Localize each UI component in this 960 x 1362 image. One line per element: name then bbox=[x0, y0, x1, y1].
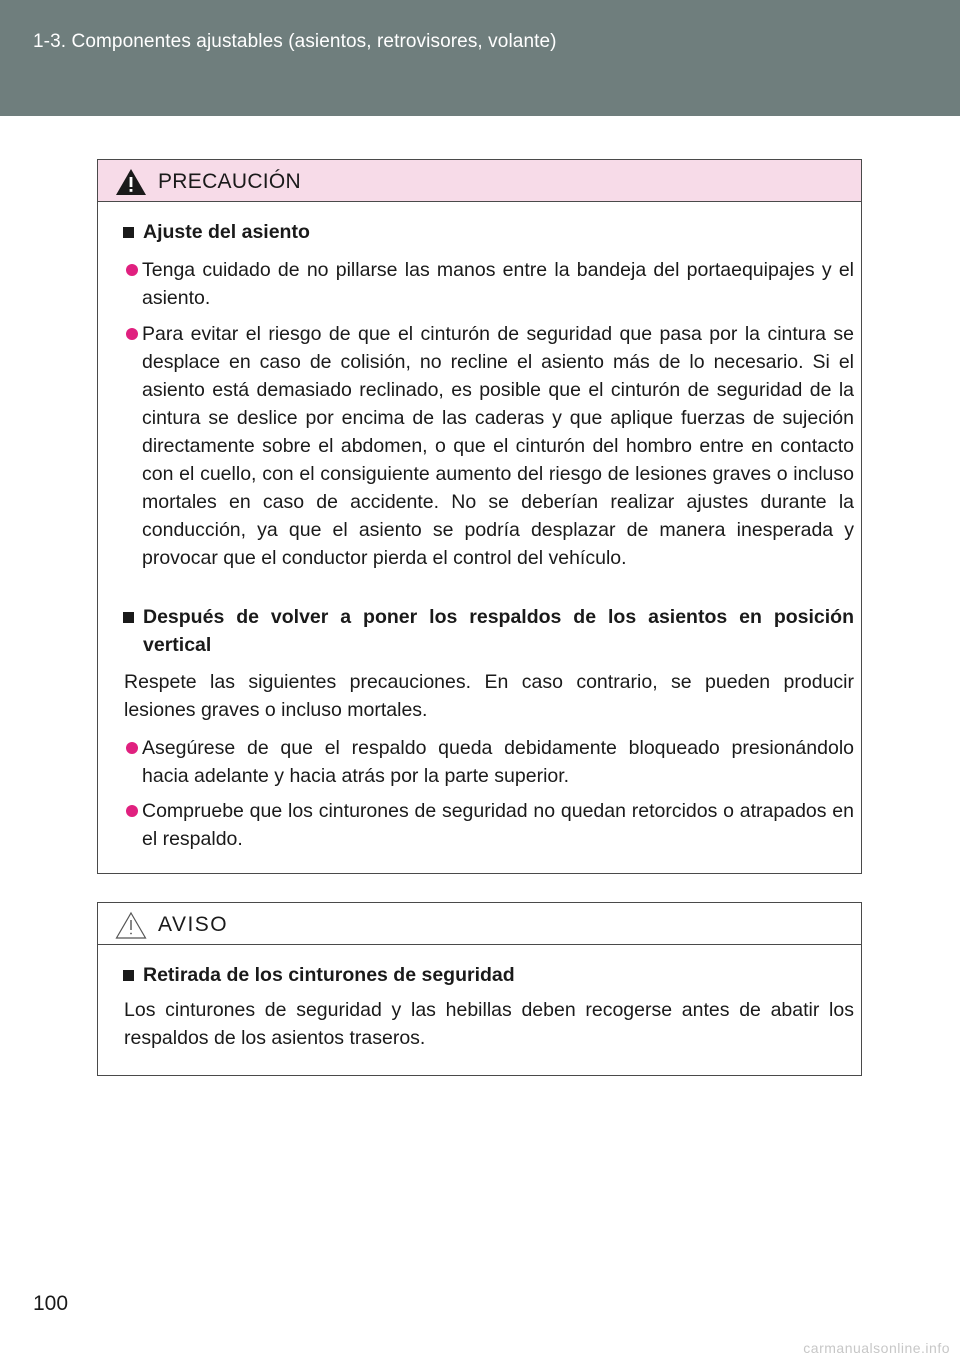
watermark: carmanualsonline.info bbox=[803, 1340, 950, 1356]
bullet-icon bbox=[126, 328, 138, 340]
page-header bbox=[0, 0, 960, 116]
warning-icon bbox=[115, 168, 147, 196]
square-bullet-icon bbox=[123, 970, 134, 981]
caution-box bbox=[97, 159, 862, 874]
page-number: 100 bbox=[33, 1292, 69, 1315]
bullet-icon bbox=[126, 805, 138, 817]
notice-box bbox=[97, 902, 862, 1076]
list-item: Tenga cuidado de no pillarse las manos entre la bandeja del portaequipajes y el asiento. bbox=[126, 256, 854, 312]
square-bullet-icon bbox=[123, 227, 134, 238]
bullet-icon bbox=[126, 742, 138, 754]
paragraph: Los cinturones de seguridad y las hebillas deben recogerse antes de abatir los respaldos de los asientos traseros. bbox=[124, 999, 854, 1049]
caution-label: PRECAUCIÓN bbox=[158, 170, 302, 193]
warning-outline-icon bbox=[115, 911, 147, 939]
section-heading: Retirada de los cinturones de seguridad bbox=[124, 961, 854, 989]
list-item: Asegúrese de que el respaldo queda debidamente bloqueado presionándolo hacia adelante y hacia atrás por la parte superior. bbox=[126, 734, 854, 790]
notice-label: AVISO bbox=[158, 913, 229, 936]
list-item: Compruebe que los cinturones de seguridad no quedan retorcidos o atrapados en el respaldo. bbox=[126, 797, 854, 853]
section-title: 1-3. Componentes ajustables (asientos, retrovisores, volante) bbox=[33, 31, 557, 52]
bullet-icon bbox=[126, 264, 138, 276]
paragraph: Respete las siguientes precauciones. En caso contrario, se pueden producir lesiones graves o incluso mortales. bbox=[124, 671, 854, 721]
section-heading: Después de volver a poner los respaldos de los asientos en posición vertical bbox=[124, 603, 854, 659]
square-bullet-icon bbox=[123, 612, 134, 623]
list-item: Para evitar el riesgo de que el cinturón de seguridad que pasa por la cintura se desplace en caso de colisión, no recline el asiento más de lo necesario. Si el asiento está demasiado reclinado, es posible que el cinturón de seguridad de la cintura se deslice por encima de las caderas y que aplique fuerzas de sujeción directamente sobre el abdomen, o que el cinturón del hombro entre en contacto con el cuello, con el consiguiente aumento del riesgo de lesiones graves o incluso mortales en caso de accidente. No se deberían realizar ajustes durante la conducción, ya que el asiento se podría desplazar de manera inesperada y provocar que el conductor pierda el control del vehículo. bbox=[126, 320, 854, 572]
notice-header bbox=[98, 903, 861, 945]
caution-header bbox=[98, 160, 861, 202]
section-heading: Ajuste del asiento bbox=[124, 218, 854, 246]
